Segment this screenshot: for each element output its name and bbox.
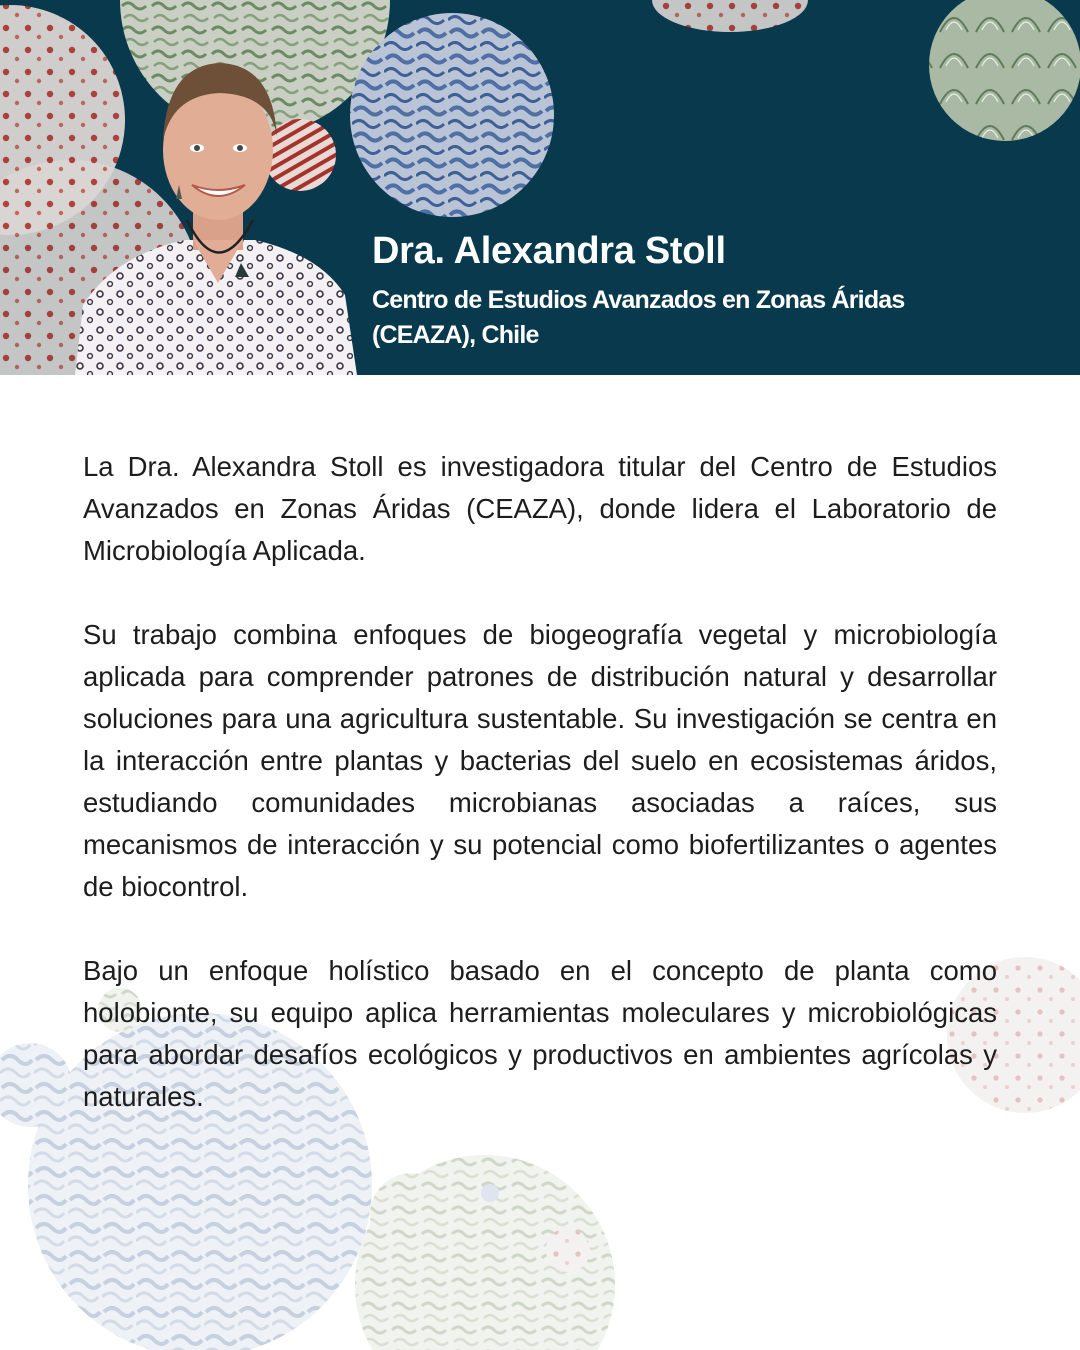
biography [83,446,997,1160]
portrait-photo [75,55,365,375]
speaker-affiliation-line1: Centro de Estudios Avanzados en Zonas Áridas [372,286,905,314]
bio-paragraph-1: La Dra. Alexandra Stoll es investigadora titular del Centro de Estudios Avanzados en Zonas Áridas (CEAZA), donde lidera el Laboratorio de Microbiología Aplicada. [83,451,997,566]
bio-paragraph-3: Bajo un enfoque holístico basado en el concepto de planta como holobionte, su equipo aplica herramientas moleculares y microbiológicas para abordar desafíos ecológicos y productivos en ambientes agrícolas y naturales. [83,955,997,1112]
header-banner [0,0,1080,375]
speaker-affiliation-line2: (CEAZA), Chile [372,321,539,349]
speaker-heading [372,230,905,353]
bio-paragraph-2: Su trabajo combina enfoques de biogeografía vegetal y microbiología aplicada para comprender patrones de distribución natural y desarrollar soluciones para una agricultura sustentable. Su investigación se centra en la interacción entre plantas y bacterias del suelo en ecosistemas áridos, estudiando comunidades microbianas asociadas a raíces, sus mecanismos de interacción y su potencial como biofertilizantes o agentes de biocontrol. [83,619,997,902]
speaker-name: Dra. Alexandra Stoll [372,230,726,272]
